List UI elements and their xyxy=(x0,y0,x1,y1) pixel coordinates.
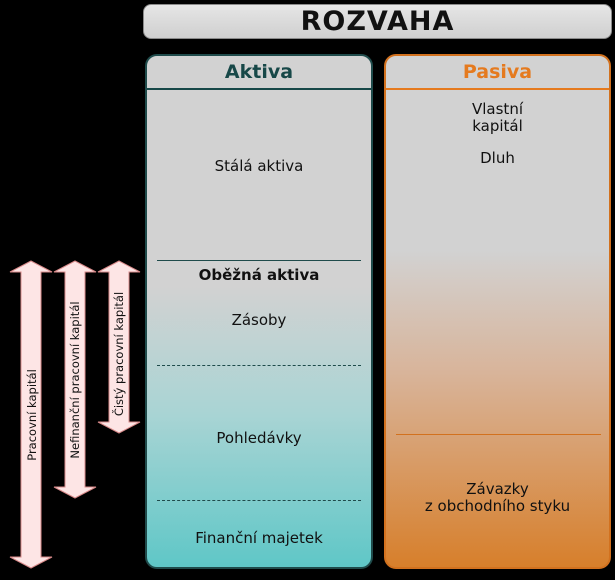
cisty-pracovni-kapital-label: Čistý pracovní kapitál xyxy=(112,291,126,417)
pasiva-divider xyxy=(396,434,601,435)
pasiva-column xyxy=(384,54,611,569)
aktiva-column xyxy=(145,54,373,569)
zasoby-divider xyxy=(157,365,361,366)
aktiva-divider xyxy=(157,260,361,261)
zavazky-label-line2: z obchodního styku xyxy=(424,497,571,515)
vlastni-kapital-label-line1: Vlastní xyxy=(472,100,523,118)
pohledavky-divider xyxy=(157,500,361,501)
balance-sheet-title: ROZVAHA xyxy=(143,4,612,39)
obezna-aktiva-label: Oběžná aktiva xyxy=(198,266,320,284)
dluh-label: Dluh xyxy=(480,149,515,167)
vlastni-kapital-label-line2: kapitál xyxy=(472,117,523,135)
zavazky-label-line1: Závazky xyxy=(466,480,529,498)
aktiva-header: Aktiva xyxy=(147,56,371,90)
zasoby-label: Zásoby xyxy=(231,311,287,329)
pasiva-header: Pasiva xyxy=(386,56,609,90)
pohledavky-label: Pohledávky xyxy=(216,429,302,447)
nefinancni-pracovni-kapital-label: Nefinanční pracovní kapitál xyxy=(68,301,82,459)
pracovni-kapital-label: Pracovní kapitál xyxy=(25,369,39,461)
financni-majetek-label: Finanční majetek xyxy=(195,529,323,547)
stala-aktiva-label: Stálá aktiva xyxy=(214,157,304,175)
